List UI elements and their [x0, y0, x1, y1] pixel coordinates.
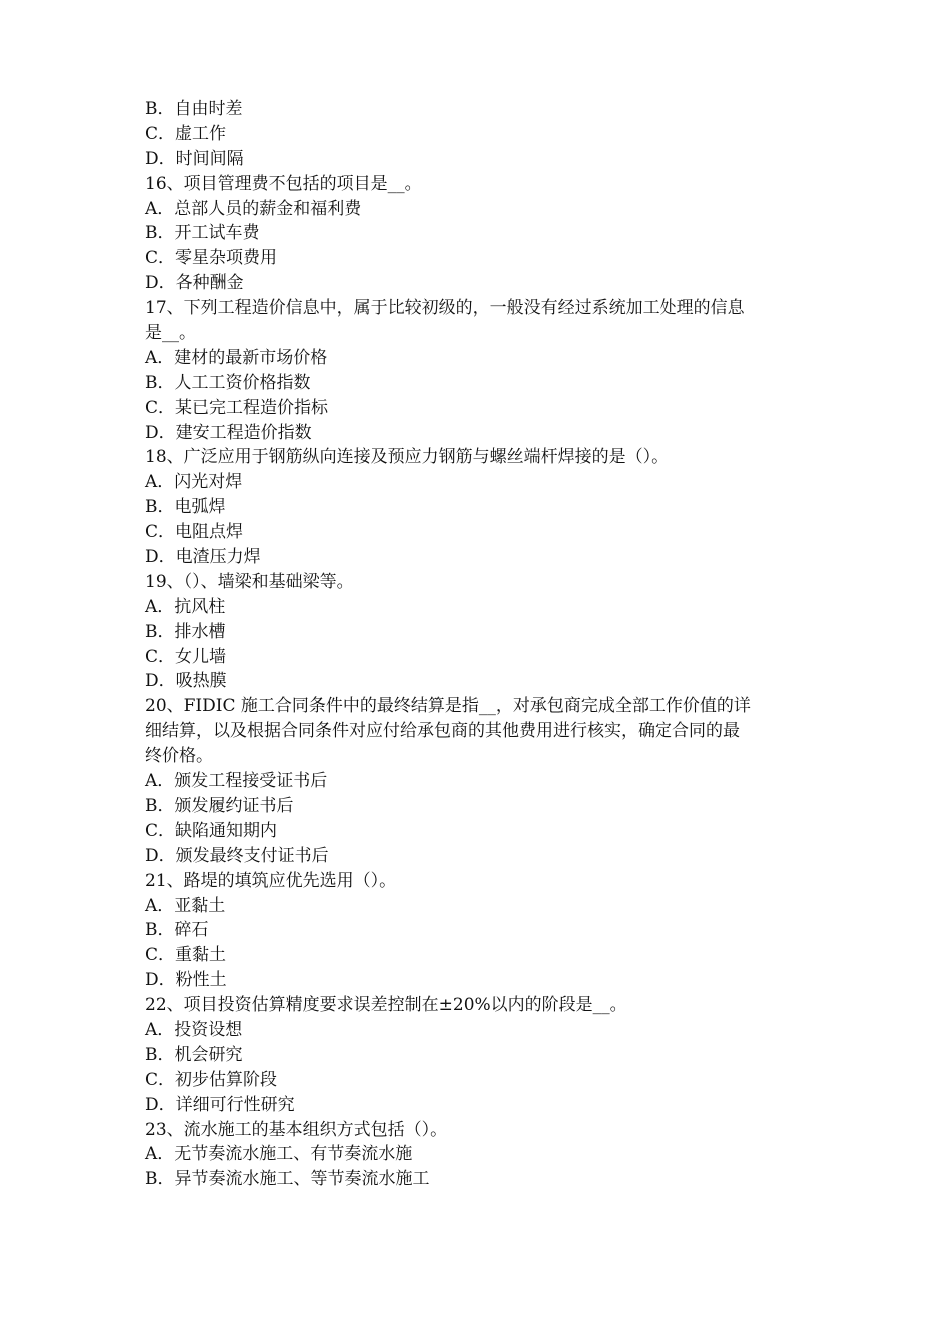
question-20-line-3: 终价格。 — [145, 746, 213, 767]
option-a: A．抗风柱 — [145, 596, 226, 617]
option-d: D．建安工程造价指数 — [145, 422, 312, 443]
option-a: A．颁发工程接受证书后 — [145, 771, 328, 792]
option-d: D．各种酬金 — [145, 273, 244, 294]
option-a: A．闪光对焊 — [145, 472, 243, 493]
option-b: B．电弧焊 — [145, 497, 226, 518]
option-c: C．某已完工程造价指标 — [145, 397, 329, 418]
question-17-line-2: 是__。 — [145, 323, 196, 344]
option-b: B．人工工资价格指数 — [145, 372, 311, 393]
document-text — [145, 97, 810, 1192]
option-b: B．开工试车费 — [145, 223, 260, 244]
option-c: C．初步估算阶段 — [145, 1069, 278, 1090]
option-c: C．虚工作 — [145, 123, 227, 144]
option-b: B．异节奏流水施工、等节奏流水施工 — [145, 1169, 430, 1190]
option-d: D．吸热膜 — [145, 671, 227, 692]
option-d: D．电渣压力焊 — [145, 547, 261, 568]
question-18: 18、广泛应用于钢筋纵向连接及预应力钢筋与螺丝端杆焊接的是（）。 — [145, 447, 669, 468]
question-20-line-2: 细结算，以及根据合同条件对应付给承包商的其他费用进行核实，确定合同的最 — [145, 721, 740, 742]
option-a: A．总部人员的薪金和福利费 — [145, 198, 362, 219]
question-17-line-1: 17、下列工程造价信息中，属于比较初级的，一般没有经过系统加工处理的信息 — [145, 298, 745, 319]
option-c: C．女儿墙 — [145, 646, 227, 667]
option-b: B．颁发履约证书后 — [145, 795, 294, 816]
question-23: 23、流水施工的基本组织方式包括（）。 — [145, 1119, 448, 1140]
question-19: 19、（）、墙梁和基础梁等。 — [145, 571, 354, 592]
option-c: C．零星杂项费用 — [145, 248, 278, 269]
option-b: B．自由时差 — [145, 99, 243, 119]
option-a: A．投资设想 — [145, 1019, 243, 1040]
question-20-line-1: 20、FIDIC 施工合同条件中的最终结算是指__，对承包商完成全部工作价值的详 — [145, 696, 751, 717]
option-b: B．排水槽 — [145, 621, 226, 642]
option-d: D．详细可行性研究 — [145, 1094, 295, 1115]
option-d: D．粉性土 — [145, 970, 227, 991]
question-21: 21、路堤的填筑应优先选用（）。 — [145, 870, 397, 891]
option-d: D．时间间隔 — [145, 148, 244, 169]
option-d: D．颁发最终支付证书后 — [145, 845, 329, 866]
option-a: A．无节奏流水施工、有节奏流水施 — [145, 1144, 413, 1165]
question-16: 16、项目管理费不包括的项目是__。 — [145, 173, 422, 194]
question-22: 22、项目投资估算精度要求误差控制在±20%以内的阶段是__。 — [145, 995, 627, 1016]
option-b: B．碎石 — [145, 920, 209, 941]
option-a: A．亚黏土 — [145, 895, 226, 916]
option-c: C．缺陷通知期内 — [145, 820, 278, 841]
option-c: C．电阻点焊 — [145, 522, 244, 543]
option-a: A．建材的最新市场价格 — [145, 347, 328, 368]
option-c: C．重黏土 — [145, 945, 227, 966]
option-b: B．机会研究 — [145, 1044, 243, 1065]
